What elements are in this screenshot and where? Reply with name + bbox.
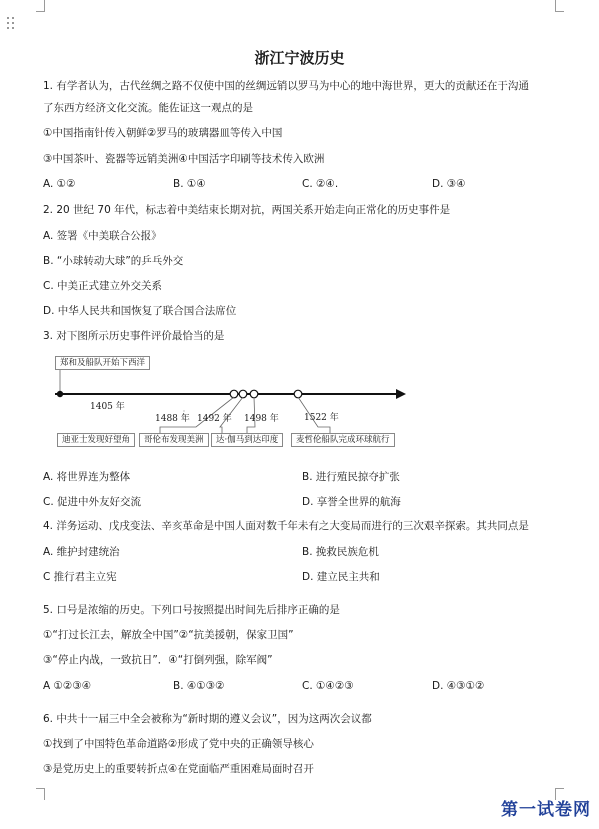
question-1-stem-line1: 1. 有学者认为，古代丝绸之路不仅使中国的丝绸远销以罗马为中心的地中海世界，更大的贡献还在于沟通 xyxy=(43,80,529,92)
question-2-option-d: D. 中华人民共和国恢复了联合国合法席位 xyxy=(43,305,237,317)
drag-handle-icon[interactable] xyxy=(7,17,17,31)
question-1-option-b: B. ①④ xyxy=(173,178,206,190)
corner-mark-top-left xyxy=(36,0,45,12)
question-6-statements-line1: ①找到了中国特色革命道路②形成了党中央的正确领导核心 xyxy=(43,738,314,750)
question-1-option-a: A. ①② xyxy=(43,178,76,190)
question-4-option-c: C 推行君主立宪 xyxy=(43,571,117,583)
timeline-top-event-label: 郑和及船队开始下西洋 xyxy=(55,356,150,370)
question-3-option-d: D. 享誉全世界的航海 xyxy=(302,496,401,508)
question-1-statements-line2: ③中国茶叶、瓷器等远销美洲④中国活字印刷等技术传入欧洲 xyxy=(43,153,325,165)
question-4-option-a: A. 维护封建统治 xyxy=(43,546,120,558)
question-1-stem-line2: 了东西方经济文化交流。能佐证这一观点的是 xyxy=(43,102,253,114)
question-3-option-c: C. 促进中外友好交流 xyxy=(43,496,142,508)
watermark-logo-text: 第一试卷网 xyxy=(501,800,591,820)
question-5-option-c: C. ①④②③ xyxy=(302,680,354,692)
timeline-year-1405: 1405 年 xyxy=(90,402,125,412)
question-2-stem: 2. 20 世纪 70 年代，标志着中美结束长期对抗，两国关系开始走向正常化的历史事件是 xyxy=(43,204,451,216)
question-6-statements-line2: ③是党历史上的重要转折点④在党面临严重困难局面时召开 xyxy=(43,763,314,775)
page-title: 浙江宁波历史 xyxy=(254,49,345,67)
timeline-event-box: 哥伦布发现美洲 xyxy=(139,433,209,447)
corner-mark-bottom-left xyxy=(36,788,45,800)
question-5-option-d: D. ④③①② xyxy=(432,680,485,692)
question-2-option-a: A. 签署《中美联合公报》 xyxy=(43,230,162,242)
question-5-statements-line1: ①“打过长江去，解放全中国”②“抗美援朝，保家卫国” xyxy=(43,629,294,641)
question-4-option-b: B. 挽救民族危机 xyxy=(302,546,379,558)
question-5-stem: 5. 口号是浓缩的历史。下列口号按照提出时间先后排序正确的是 xyxy=(43,604,340,616)
question-4-stem: 4. 洋务运动、戊戌变法、辛亥革命是中国人面对数千年未有之大变局而进行的三次艰辛探索。其共同点是 xyxy=(43,520,529,532)
question-1-option-d: D. ③④ xyxy=(432,178,466,190)
question-3-stem: 3. 对下图所示历史事件评价最恰当的是 xyxy=(43,330,225,342)
question-3-option-b: B. 进行殖民掠夺扩张 xyxy=(302,471,400,483)
question-5-statements-line2: ③“停止内战，一致抗日”．④“打倒列强，除军阀” xyxy=(43,654,273,666)
question-6-stem: 6. 中共十一届三中全会被称为“新时期的遵义会议”，因为这两次会议都 xyxy=(43,713,372,725)
question-5-option-b: B. ④①③② xyxy=(173,680,225,692)
question-1-option-c: C. ②④. xyxy=(302,178,339,190)
question-2-option-b: B. “小球转动大球”的乒乓外交 xyxy=(43,255,184,267)
timeline-year-1488: 1488 年 xyxy=(155,414,190,424)
timeline-year-1522: 1522 年 xyxy=(304,413,339,423)
timeline-event-box: 麦哲伦船队完成环球航行 xyxy=(291,433,395,447)
timeline-year-1492: 1492 年 xyxy=(197,414,232,424)
timeline-event-box: 迪亚士发现好望角 xyxy=(57,433,135,447)
question-2-option-c: C. 中美正式建立外交关系 xyxy=(43,280,163,292)
timeline-event-box: 达·伽马到达印度 xyxy=(211,433,283,447)
question-3-option-a: A. 将世界连为整体 xyxy=(43,471,131,483)
timeline-year-1498: 1498 年 xyxy=(244,414,279,424)
corner-mark-top-right xyxy=(555,0,564,12)
question-5-option-a: A ①②③④ xyxy=(43,680,92,692)
question-4-option-d: D. 建立民主共和 xyxy=(302,571,380,583)
question-1-statements-line1: ①中国指南针传入朝鲜②罗马的玻璃器皿等传入中国 xyxy=(43,127,283,139)
